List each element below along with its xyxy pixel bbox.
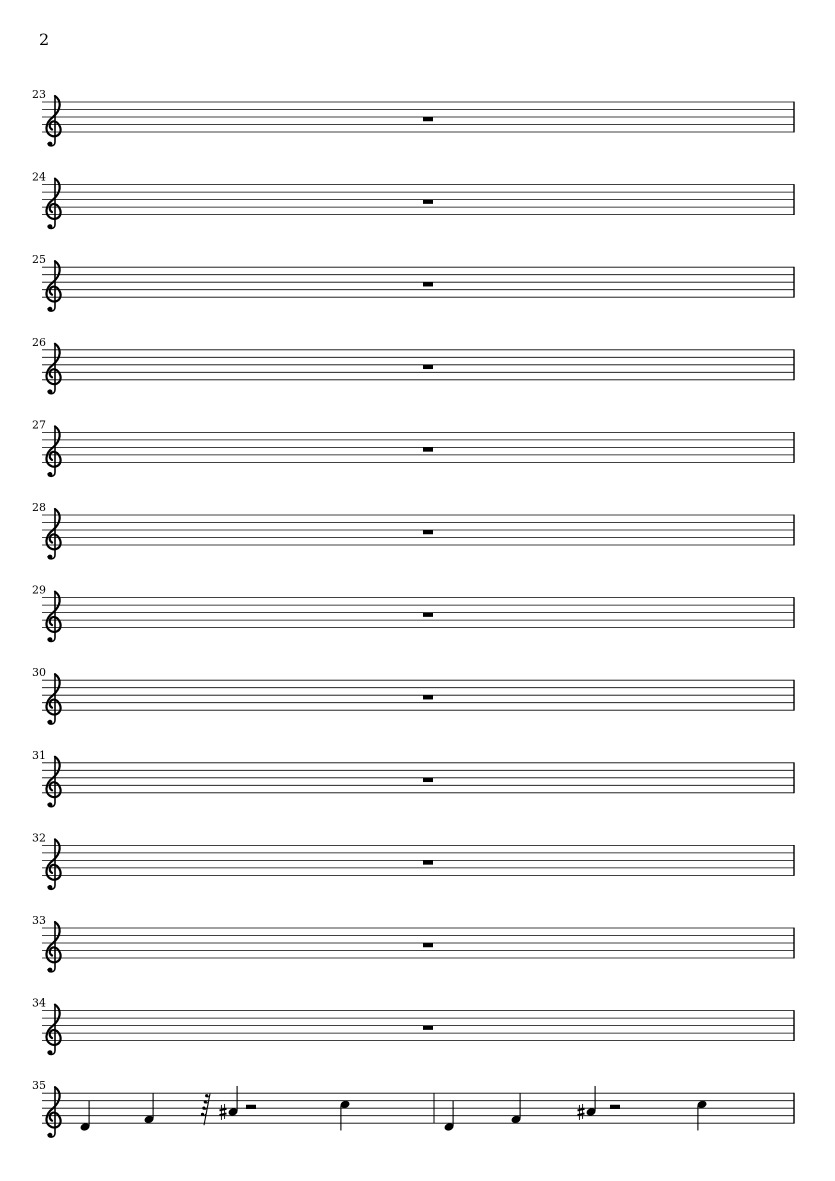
staff-system bbox=[32, 914, 794, 972]
multi-measure-whole-rest bbox=[423, 530, 433, 534]
measure-number: 25 bbox=[32, 253, 46, 267]
sharp-bar bbox=[578, 1109, 585, 1111]
staff-system bbox=[32, 253, 794, 311]
staff-system bbox=[32, 749, 794, 807]
multi-measure-whole-rest bbox=[423, 282, 433, 286]
sharp-bar bbox=[578, 1113, 585, 1115]
page-number: 2 bbox=[39, 30, 50, 49]
staff-system bbox=[32, 584, 794, 642]
staff-system bbox=[32, 171, 794, 229]
measure-number: 30 bbox=[32, 666, 46, 680]
staff-system bbox=[32, 997, 794, 1055]
multi-measure-whole-rest bbox=[423, 695, 433, 699]
measure-number: 24 bbox=[32, 170, 46, 184]
sharp-accidental bbox=[220, 1104, 227, 1120]
treble-clef-dot bbox=[48, 720, 53, 725]
multi-measure-whole-rest bbox=[423, 943, 433, 947]
sharp-accidental bbox=[578, 1104, 585, 1120]
measure-number: 28 bbox=[32, 501, 46, 514]
half-rest bbox=[246, 1105, 256, 1109]
multi-measure-whole-rest bbox=[423, 200, 433, 204]
half-rest bbox=[610, 1105, 620, 1109]
treble-clef-dot bbox=[48, 142, 53, 147]
measure-number: 23 bbox=[32, 88, 46, 101]
staff-system bbox=[32, 666, 794, 724]
treble-clef-dot bbox=[48, 472, 53, 477]
multi-measure-whole-rest bbox=[423, 613, 433, 617]
treble-clef-dot bbox=[48, 555, 53, 560]
measure-number: 32 bbox=[32, 831, 46, 845]
staff-system bbox=[32, 501, 794, 559]
measure-number: 27 bbox=[32, 418, 46, 432]
treble-clef-dot bbox=[48, 307, 53, 312]
measure-number: 26 bbox=[32, 335, 46, 349]
measure-number: 31 bbox=[32, 748, 46, 762]
staff-system bbox=[32, 88, 794, 146]
sixty-fourth-rest bbox=[201, 1094, 210, 1126]
treble-clef-dot bbox=[48, 637, 53, 642]
multi-measure-whole-rest bbox=[423, 365, 433, 369]
staff-system bbox=[32, 418, 794, 476]
treble-clef-dot bbox=[48, 885, 53, 890]
multi-measure-whole-rest bbox=[423, 860, 433, 864]
multi-measure-whole-rest bbox=[423, 1026, 433, 1030]
multi-measure-whole-rest bbox=[423, 778, 433, 782]
staff-system bbox=[32, 1079, 794, 1137]
measure-number: 29 bbox=[32, 583, 46, 597]
measure-number: 33 bbox=[32, 914, 46, 927]
treble-clef-dot bbox=[48, 224, 53, 229]
multi-measure-whole-rest bbox=[423, 447, 433, 451]
treble-clef-dot bbox=[48, 968, 53, 973]
multi-measure-whole-rest bbox=[423, 117, 433, 121]
treble-clef-dot bbox=[48, 1133, 53, 1138]
sharp-bar bbox=[220, 1109, 227, 1111]
measure-number: 34 bbox=[32, 996, 46, 1010]
staff-system bbox=[32, 336, 794, 394]
measure-number: 35 bbox=[32, 1079, 46, 1093]
treble-clef-dot bbox=[48, 389, 53, 394]
treble-clef-dot bbox=[48, 1050, 53, 1055]
staff-system bbox=[32, 831, 794, 889]
treble-clef-dot bbox=[48, 802, 53, 807]
sharp-bar bbox=[220, 1113, 227, 1115]
